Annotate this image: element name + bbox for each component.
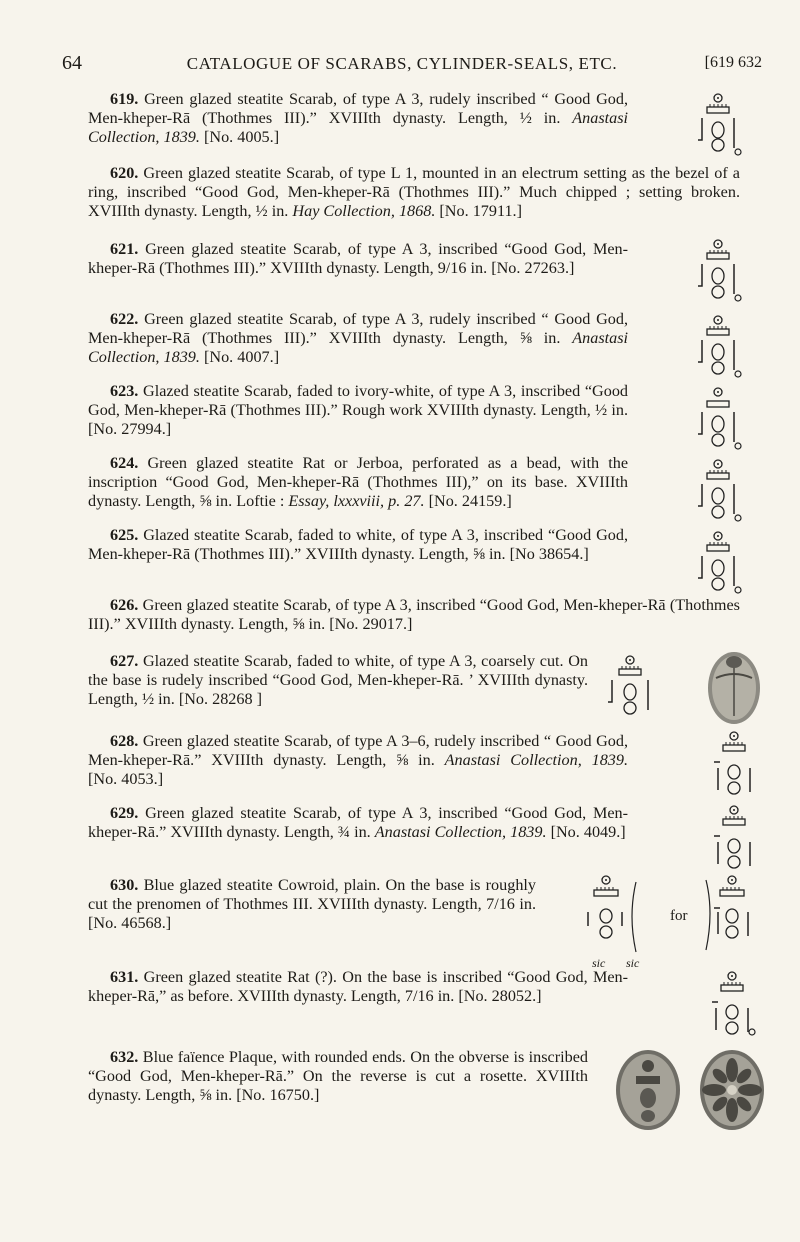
page-title: CATALOGUE OF SCARABS, CYLINDER-SEALS, ETC.: [186, 54, 618, 73]
scarab-photo-627-icon: [704, 646, 764, 728]
plaque-obverse-632-icon: [612, 1046, 684, 1134]
entry-631: 631. Green glazed steatite Rat (?). On the base is inscribed “Good God, Men-kheper-Rā,” as before. XVIIIth dynasty. Length, 7/16 in. [No. 28052.]: [88, 968, 629, 1005]
entry-627: 627. Glazed steatite Scarab, faded to white, of type A 3, coarsely cut. On the base is rudely inscribed “Good God, Men-kheper-Rā. ’ XVIIIth dynasty. Length, ½ in. [No. 28268 ]: [88, 652, 589, 708]
sic-note-1: sic: [592, 956, 606, 970]
entry-632: 632. Blue faïence Plaque, with rounded ends. On the obverse is inscribed “Good God, Men-kheper-Rā.” On the reverse is cut a rosette. XVIIIth dynasty. Length, ⅝ in. [No. 16750.]: [88, 1048, 588, 1104]
entry-630: 630. Blue glazed steatite Cowroid, plain. On the base is roughly cut the prenomen of Thothmes III. XVIIIth dynasty. Length, 7/16 in. [No. 46568.]: [88, 876, 537, 932]
cartouche-627-icon: [598, 652, 662, 724]
cartouche-630-for-icon: [700, 872, 764, 956]
plaque-reverse-rosette-632-icon: [696, 1046, 768, 1134]
entry-range: [619 632: [704, 54, 762, 71]
entry-619: 619. Green glazed steatite Scarab, of type A 3, rudely inscribed “ Good God, Men-kheper-Rā (Thothmes III).” XVIIIth dynasty. Length, ½ in. Anastasi Collection, 1839. [No. 4005.]: [88, 90, 629, 146]
cartouche-623-icon: [690, 384, 746, 456]
entry-626: 626. Green glazed steatite Scarab, of type A 3, inscribed “Good God, Men-kheper-Rā (Thothmes III).” XVIIIth dynasty. Length, ⅝ in. [No. 29017.]: [88, 596, 740, 633]
entry-628: 628. Green glazed steatite Scarab, of type A 3–6, rudely inscribed “ Good God, Men-kheper-Rā.” XVIIIth dynasty. Length, ⅝ in. Anastasi Collection, 1839. [No. 4053.]: [88, 732, 629, 788]
entry-622: 622. Green glazed steatite Scarab, of type A 3, rudely inscribed “ Good God, Men-kheper-Rā (Thothmes III).” XVIIIth dynasty. Length, ⅝ in. Anastasi Collection, 1839. [No. 4007.]: [88, 310, 629, 366]
entry-623: 623. Glazed steatite Scarab, faded to ivory-white, of type A 3, inscribed “Good God, Men-kheper-Rā (Thothmes III).” Rough work XVIIIth dynasty. Length, ½ in. [No. 27994.]: [88, 382, 629, 438]
entry-621: 621. Green glazed steatite Scarab, of type A 3, inscribed “Good God, Men-kheper-Rā (Thothmes III).” XVIIIth dynasty. Length, 9/16 in. [No. 27263.]: [88, 240, 629, 277]
cartouche-625-icon: [690, 528, 746, 600]
cartouche-629-icon: [706, 802, 762, 876]
entry-620: 620. Green glazed steatite Scarab, of type L 1, mounted in an electrum setting as the bezel of a ring, inscribed “Good God, Men-kheper-Rā (Thothmes III).” Much chipped ; setting broken. XVIIIth dynasty. Length, ½ in. Hay Collection, 1868. [No. 17911.]: [88, 164, 740, 220]
running-header: [62, 52, 762, 80]
entry-624: 624. Green glazed steatite Rat or Jerboa, perforated as a bead, with the inscription “Good God, Men-kheper-Rā (Thothmes III),” on its base. XVIIIth dynasty. Length, ⅝ in. Loftie : Essay, lxxxviii, p. 27. [No. 24159.]: [88, 454, 629, 510]
cartouche-624-icon: [690, 456, 746, 528]
sic-note-2: sic: [626, 956, 640, 970]
entry-629: 629. Green glazed steatite Scarab, of type A 3, inscribed “Good God, Men-kheper-Rā.” XVIIIth dynasty. Length, ¾ in. Anastasi Collection, 1839. [No. 4049.]: [88, 804, 629, 841]
cartouche-631-icon: [704, 968, 760, 1042]
page-number: 64: [62, 52, 82, 74]
cartouche-622-icon: [690, 312, 746, 384]
cartouche-621-icon: [690, 236, 746, 308]
cartouche-630-sic-icon: [580, 872, 640, 956]
entry-625: 625. Glazed steatite Scarab, faded to white, of type A 3, inscribed “Good God, Men-kheper-Rā (Thothmes III).” XVIIIth dynasty. Length, ⅝ in. [No 38654.]: [88, 526, 628, 563]
for-label: for: [670, 908, 688, 924]
cartouche-619-icon: [690, 90, 746, 160]
cartouche-628-icon: [706, 728, 762, 802]
